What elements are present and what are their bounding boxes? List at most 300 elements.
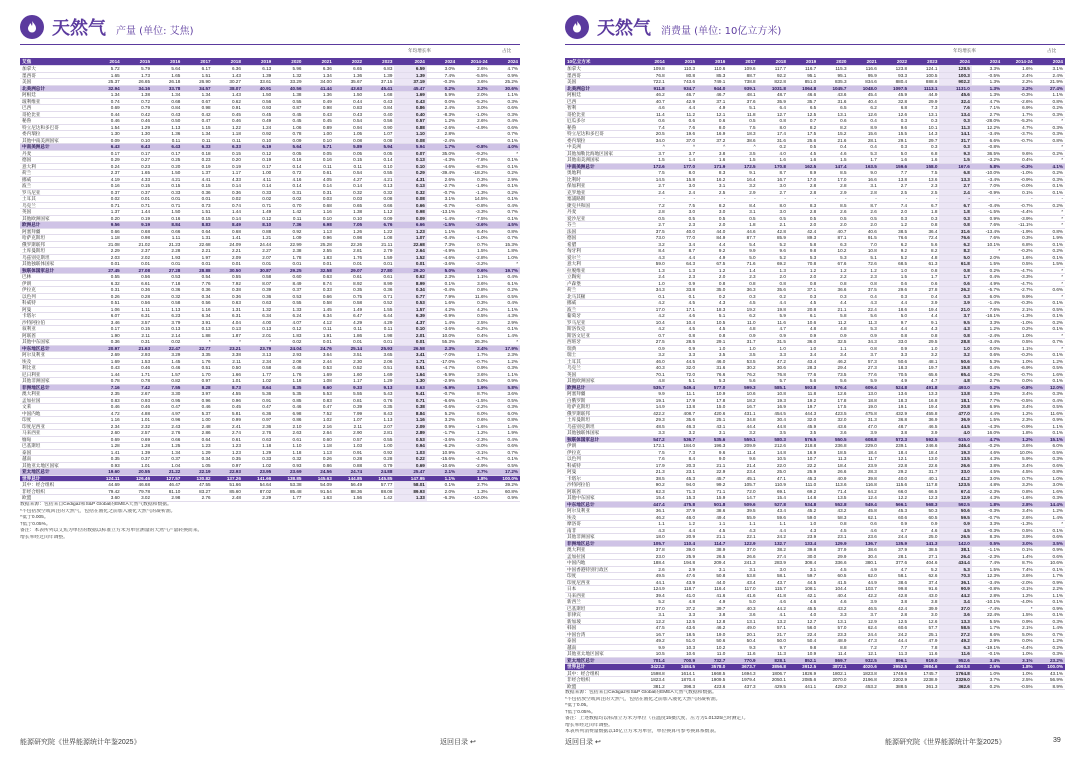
table-cell: 48.1 (727, 92, 757, 99)
table-cell: 0.29 (91, 157, 121, 164)
table-cell: 2.06 (364, 358, 394, 365)
table-cell: 1.16 (304, 209, 334, 216)
table-cell: 0.2% (972, 384, 1002, 391)
table-cell: 1.6 (879, 157, 909, 164)
row-label: 其他独联体国家 (565, 430, 636, 437)
table-cell: 4.8 (636, 378, 666, 385)
table-cell: 22.93 (213, 469, 243, 476)
row-label: 中南美洲总计 (20, 144, 91, 151)
table-cell: 1.0% (490, 254, 520, 261)
table-cell: 30.27 (213, 79, 243, 86)
table-cell: 0.5% (1035, 449, 1065, 456)
table-cell: 1.51 (182, 209, 212, 216)
table-cell: 4.31 (394, 176, 426, 183)
table-cell: 7.4 (636, 124, 666, 131)
table-cell: 1.13 (152, 306, 182, 313)
table-cell: 361.3 (909, 683, 939, 690)
table-cell: 0.5% (1002, 261, 1034, 268)
page-number: 39 (1053, 737, 1061, 744)
table-cell: 24.2 (879, 631, 909, 638)
table-cell: 1.21 (243, 235, 273, 242)
table-cell: 0.3% (490, 404, 520, 411)
table-cell: 0.6 (909, 280, 939, 287)
table-cell: 749.1 (697, 79, 727, 86)
table-cell: 0.02 (91, 196, 121, 203)
table-cell: 11.6% (1035, 410, 1065, 417)
table-cell: 6.0% (490, 410, 520, 417)
table-cell: 0.31 (122, 339, 152, 346)
table-notes (565, 690, 1065, 736)
table-cell: 3.6 (939, 612, 971, 619)
table-cell: 0.9 (636, 345, 666, 352)
table-cell: -0.3% (972, 508, 1002, 515)
table-cell: 0.81 (334, 397, 364, 404)
table-cell: 34.3 (849, 339, 879, 346)
table-cell: 0.01 (213, 261, 243, 268)
table-cell: 0.1% (427, 482, 457, 489)
table-cell: 85.60 (213, 488, 243, 495)
table-cell: 31.6 (939, 228, 971, 235)
table-cell: 1.45 (304, 306, 334, 313)
table-cell: 1.91 (304, 332, 334, 339)
table-cell: 0.55 (364, 170, 394, 177)
table-cell: 0.1% (490, 137, 520, 144)
table-cell: 0.10 (304, 215, 334, 222)
table-cell: 599.3 (727, 384, 757, 391)
table-cell: 35.0 (697, 287, 727, 294)
table-cell: 1.39 (394, 72, 426, 79)
table-cell: 44.6 (727, 228, 757, 235)
table-cell: 0.9% (457, 365, 489, 372)
table-cell: 23.4 (727, 469, 757, 476)
row-label: 哈萨克斯坦 (20, 235, 91, 242)
table-cell: 70.5 (879, 371, 909, 378)
table-cell: 47.5 (636, 625, 666, 632)
table-cell: 1.87 (213, 332, 243, 339)
table-cell: 0.3% (1035, 111, 1065, 118)
table-cell: 4.21 (364, 176, 394, 183)
table-cell: 42.1 (788, 592, 818, 599)
table-cell: 534.8 (788, 501, 818, 508)
row-label: 波兰 (20, 183, 91, 190)
table-cell: 1.50 (334, 92, 364, 99)
table-cell: 19.4 (909, 404, 939, 411)
table-cell: 28.5 (667, 339, 697, 346)
table-cell: 0.1% (490, 163, 520, 170)
table-cell: 2.67 (122, 391, 152, 398)
table-cell: 593.8 (788, 384, 818, 391)
table-cell: 455.8 (909, 410, 939, 417)
table-cell: 4093.8 (939, 664, 971, 671)
table-cell: 0.66 (304, 293, 334, 300)
table-cell: 1.3 (636, 267, 666, 274)
table-cell: 4.0% (490, 144, 520, 151)
table-cell: 0.20 (91, 215, 121, 222)
table-cell: 24.74 (334, 469, 364, 476)
table-cell: 3.1 (697, 566, 727, 573)
table-cell: 0.97 (243, 417, 273, 424)
table-cell: 1.8% (490, 248, 520, 255)
row-label: 独联体国家总计 (565, 436, 636, 443)
table-cell: -1.4% (427, 215, 457, 222)
table-cell: 70.1 (636, 371, 666, 378)
table-cell: 0.54 (334, 118, 364, 125)
table-cell: 31.7 (909, 469, 939, 476)
table-cell: 37.6 (727, 98, 757, 105)
table-cell: 1.13 (364, 417, 394, 424)
table-cell: 0.31 (304, 189, 334, 196)
table-cell: 0.71 (91, 202, 121, 209)
table-cell: 3.46 (91, 319, 121, 326)
table-cell: 2238.9 (909, 677, 939, 684)
table-cell: 18.1 (939, 397, 971, 404)
table-cell: 0.3 (879, 118, 909, 125)
table-cell: 1.2% (1035, 638, 1065, 645)
table-cell: 1668.5 (697, 670, 727, 677)
table-cell: 104.4 (818, 586, 848, 593)
table-cell: 0.71 (122, 202, 152, 209)
table-cell: 1.1% (1035, 592, 1065, 599)
table-cell: 37.9 (879, 547, 909, 554)
table-cell: 0.0% (427, 98, 457, 105)
row-label: 捷克共和国 (565, 202, 636, 209)
table-cell: 19.4 (909, 306, 939, 313)
table-cell: 0.66 (394, 202, 426, 209)
table-cell: 6.8% (1002, 241, 1034, 248)
table-cell: 93.3 (879, 72, 909, 79)
table-cell: -2.8% (457, 254, 489, 261)
column-header: 2024 (972, 58, 1002, 66)
table-cell: 147.95 (394, 475, 426, 482)
table-cell: 2.6 (818, 209, 848, 216)
table-cell: 62.6 (909, 573, 939, 580)
table-cell: 26.6 (727, 553, 757, 560)
table-cell: 0.14 (273, 183, 303, 190)
table-cell: 37.4 (909, 579, 939, 586)
table-cell: 0.3% (490, 111, 520, 118)
table-cell: -4.3% (972, 423, 1002, 430)
table-cell: 4.21 (152, 176, 182, 183)
table-cell: 1.16 (91, 417, 121, 424)
page-title: 天然气 (52, 18, 106, 39)
table-cell: -5.9% (427, 371, 457, 378)
table-cell: 6.43 (152, 144, 182, 151)
table-cell: 4.3 (636, 254, 666, 261)
table-cell: 36.5% (972, 150, 1002, 157)
table-cell: 1.59 (364, 254, 394, 261)
table-cell: 3.51 (334, 352, 364, 359)
table-cell: -0.3% (1002, 300, 1034, 307)
table-cell: 0.2% (972, 683, 1002, 690)
table-cell: 0.68 (152, 98, 182, 105)
table-cell: -2.3% (972, 553, 1002, 560)
table-cell: 8.8 (818, 644, 848, 651)
table-cell: 38.5 (636, 475, 666, 482)
row-label: 英国 (20, 209, 91, 216)
table-cell: 1.07 (364, 131, 394, 138)
table-cell: 10.9 (697, 391, 727, 398)
back-to-contents-link[interactable] (440, 737, 476, 747)
table-cell: 0.93 (122, 397, 152, 404)
table-cell: 2.34 (91, 423, 121, 430)
table-cell: 16.9 (697, 131, 727, 138)
table-cell: 1.63 (304, 495, 334, 502)
table-cell: 4.3 (636, 527, 666, 534)
table-cell: 1979.4 (727, 677, 757, 684)
table-cell: 0.93 (273, 462, 303, 469)
table-cell: -0.7% (972, 514, 1002, 521)
table-cell: 0.10 (334, 215, 364, 222)
table-cell: 1.1 (636, 521, 666, 528)
table-cell: 0.24 (91, 163, 121, 170)
table-cell: 0.7% (1002, 475, 1034, 482)
table-cell: -0.1% (972, 651, 1002, 658)
table-cell: 0.11 (182, 137, 212, 144)
table-cell: 0.9% (1035, 579, 1065, 586)
table-cell: 0.15 (122, 326, 152, 333)
table-cell: 65.4 (939, 371, 971, 378)
table-cell: 0.01 (182, 196, 212, 203)
table-cell: 51.0 (667, 638, 697, 645)
table-cell: 27.5 (636, 339, 666, 346)
table-cell: 939.1 (727, 85, 757, 92)
table-cell: 49.5 (636, 573, 666, 580)
table-cell: 2.4% (457, 345, 489, 352)
table-cell: 4.4 (758, 527, 788, 534)
table-cell: -3.4% (972, 131, 1002, 138)
table-cell: 8.3% (972, 534, 1002, 541)
table-cell: 0.5 (667, 215, 697, 222)
table-cell: 5.71 (304, 144, 334, 151)
table-cell: 26.5 (697, 553, 727, 560)
table-cell: 2.0 (697, 274, 727, 281)
table-cell: 0.46 (273, 404, 303, 411)
row-label: 委内瑞拉 (20, 131, 91, 138)
table-cell: 0.8% (1002, 488, 1034, 495)
table-cell: 2.9% (972, 638, 1002, 645)
table-cell: -3.2% (457, 261, 489, 268)
table-cell: 3.6 (727, 612, 757, 619)
table-cell: 0.1% (490, 456, 520, 463)
table-cell: 12.7 (788, 618, 818, 625)
table-cell: 29.1 (697, 339, 727, 346)
table-cell: 1.11 (152, 235, 182, 242)
table-cell: 0.09 (91, 137, 121, 144)
table-cell: 3.2% (457, 85, 489, 92)
table-cell: * (1035, 345, 1065, 352)
table-cell: 8.9 (849, 124, 879, 131)
table-cell: 10.0% (427, 332, 457, 339)
table-cell: 4.7% (490, 66, 520, 73)
table-cell: 21.63 (122, 345, 152, 352)
table-cell: 3.3 (818, 612, 848, 619)
flame-icon (565, 15, 589, 39)
table-cell: 34.8 (727, 417, 757, 424)
table-cell: 77.6 (849, 371, 879, 378)
table-cell: 0.58 (243, 274, 273, 281)
table-cell: 6.7 (939, 202, 971, 209)
note-line: 增长率经过闰年调整。 (20, 534, 68, 540)
table-cell: 7.5 (667, 202, 697, 209)
table-cell: 8.0 (758, 202, 788, 209)
table-cell: 123.5 (939, 482, 971, 489)
table-cell: 0.4% (490, 202, 520, 209)
table-cell: 1.69 (304, 371, 334, 378)
table-cell: 1.2 (818, 267, 848, 274)
table-cell: 547.2 (636, 436, 666, 443)
table-cell: 23.9 (788, 534, 818, 541)
table-cell: 39.0 (667, 547, 697, 554)
table-cell: 4.5 (818, 566, 848, 573)
table-cell: 39.5 (727, 508, 757, 515)
table-cell: 22.1 (727, 534, 757, 541)
table-cell: 0.46 (213, 118, 243, 125)
table-cell: 4.0 (939, 430, 971, 437)
table-cell: 0.14 (304, 183, 334, 190)
table-cell: 0.54 (334, 170, 364, 177)
back-to-contents-link[interactable] (565, 737, 601, 747)
table-cell: 44.8 (758, 423, 788, 430)
table-cell: -1.0% (457, 235, 489, 242)
table-cell: -0.9% (1002, 423, 1034, 430)
table-cell: 5.35 (273, 391, 303, 398)
table-cell: 33.78 (152, 85, 182, 92)
table-cell: 834.6 (849, 79, 879, 86)
table-cell: 0.11 (273, 215, 303, 222)
table-cell: 9.13 (364, 384, 394, 391)
table-cell: 8.84 (152, 222, 182, 229)
table-cell: 0.63 (243, 436, 273, 443)
table-cell: 4.41 (182, 176, 212, 183)
table-cell: 1.7% (1035, 573, 1065, 580)
table-cell: 42.9 (667, 98, 697, 105)
table-cell: 5.43 (364, 391, 394, 398)
table-cell: 27.4 (758, 553, 788, 560)
table-cell: 0.46 (91, 118, 121, 125)
table-cell: 1.0 (939, 345, 971, 352)
table-cell: 5.9 (758, 313, 788, 320)
table-cell: 0.01 (182, 261, 212, 268)
table-cell: 3.41 (394, 352, 426, 359)
table-cell: 4.8 (667, 599, 697, 606)
table-cell: 2.38 (273, 248, 303, 255)
table-cell: 0.01 (152, 261, 182, 268)
table-cell: 48.7 (758, 92, 788, 99)
table-cell: 50.6 (939, 358, 971, 365)
table-cell: 172.1 (636, 443, 666, 450)
table-cell: 35.7 (788, 98, 818, 105)
table-cell: 46.7 (667, 92, 697, 99)
table-cell: 30.4 (758, 417, 788, 424)
table-cell: 87.1 (818, 235, 848, 242)
row-label: 克罗地亚 (565, 189, 636, 196)
table-cell: 1.54 (91, 124, 121, 131)
table-cell: -19.1% (972, 644, 1002, 651)
table-cell: 5.79 (122, 66, 152, 73)
table-cell: 88.7 (727, 72, 757, 79)
table-cell: 2.9% (490, 176, 520, 183)
table-cell: 0.28 (122, 293, 152, 300)
table-cell: 5.3 (849, 150, 879, 157)
table-cell: 0.46 (182, 404, 212, 411)
table-cell: 0.61 (273, 436, 303, 443)
table-cell: 25.37 (91, 79, 121, 86)
table-cell: 0.63 (243, 300, 273, 307)
table-cell: -4.0% (1002, 599, 1034, 606)
table-cell: 29.1 (879, 137, 909, 144)
row-label: 伊拉克 (565, 449, 636, 456)
table-cell: 2196.8 (849, 677, 879, 684)
table-cell: 0.1 (636, 293, 666, 300)
table-cell: 4.4 (697, 241, 727, 248)
table-cell: 0.20 (152, 163, 182, 170)
row-label: 委内瑞拉 (565, 137, 636, 144)
table-cell: 4.4 (667, 105, 697, 112)
table-cell: 3.1% (1002, 657, 1034, 664)
table-cell: 9.6 (727, 456, 757, 463)
table-cell: 1.3 (667, 267, 697, 274)
table-cell: 0.08 (364, 196, 394, 203)
table-cell: 20.97 (91, 345, 121, 352)
table-cell: 100.0% (1035, 664, 1065, 671)
table-cell: 0.99 (213, 417, 243, 424)
table-cell: 0.7% (490, 449, 520, 456)
table-cell: 13.5 (939, 456, 971, 463)
table-cell: 0.17 (122, 150, 152, 157)
table-cell: 14.5 (636, 176, 666, 183)
table-cell: 4.6 (849, 527, 879, 534)
table-cell: 3.2 (939, 352, 971, 359)
table-cell: 0.3% (1035, 391, 1065, 398)
table-cell: 10.6 (788, 319, 818, 326)
row-label: 荷兰 (565, 287, 636, 294)
table-cell: 566.1 (879, 501, 909, 508)
table-cell: 10.1 (909, 124, 939, 131)
row-label: 挪威 (20, 176, 91, 183)
table-cell: 7.3 (667, 449, 697, 456)
table-cell: 47.0 (849, 423, 879, 430)
table-cell: 1.6% (1002, 66, 1034, 73)
table-cell: 50.4 (727, 638, 757, 645)
table-cell: 0.02 (273, 339, 303, 346)
row-label: 其他中东国家 (565, 495, 636, 502)
table-cell: 559.1 (727, 436, 757, 443)
table-cell: 110.9 (758, 482, 788, 489)
right-page (555, 0, 1075, 764)
table-cell: 17.9 (667, 397, 697, 404)
table-cell: 8.2 (818, 124, 848, 131)
table-cell: 24.04 (273, 345, 303, 352)
table-cell: 12.6 (849, 111, 879, 118)
table-cell: 31.6 (758, 137, 788, 144)
column-group-labels (565, 46, 1065, 58)
table-cell: 2.09 (213, 254, 243, 261)
table-cell: 3952.5 (879, 664, 909, 671)
row-label: 巴林 (20, 274, 91, 281)
table-cell: 5.36 (243, 391, 273, 398)
table-cell: 0.14 (364, 157, 394, 164)
table-cell: 0.1% (1035, 241, 1065, 248)
table-cell: -0.7% (427, 202, 457, 209)
table-cell: 10.2 (697, 644, 727, 651)
table-cell: -1.6% (1002, 495, 1034, 502)
row-label: 意大利 (565, 261, 636, 268)
table-cell: 2.41 (213, 423, 243, 430)
table-cell: 36.0 (788, 339, 818, 346)
row-label: 土库曼斯坦 (20, 248, 91, 255)
table-cell: * (1035, 267, 1065, 274)
table-cell: 2.76 (152, 430, 182, 437)
